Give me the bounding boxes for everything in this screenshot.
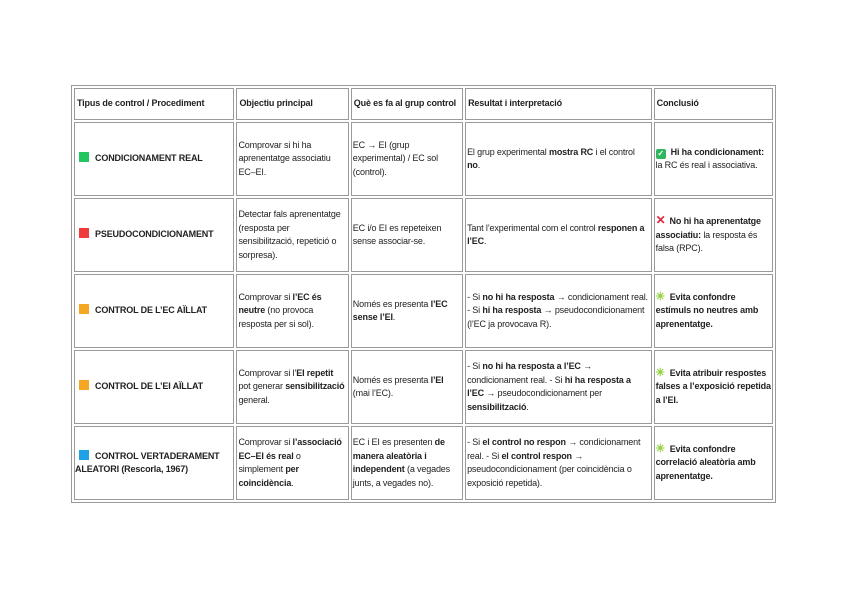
objective-cell xyxy=(236,274,348,348)
procedure-cell xyxy=(74,274,234,348)
cell-text: → pseudocondicionament (per coincidència o exposició repetida). xyxy=(467,450,632,488)
cell-text: - Si xyxy=(467,291,483,302)
cell-text: CONDICIONAMENT REAL xyxy=(95,153,203,164)
procedure-cell xyxy=(74,350,234,424)
cross-icon: ✕ xyxy=(655,213,666,228)
cell-text: - Si xyxy=(467,437,483,447)
sparkle-icon: ✳ xyxy=(655,366,665,379)
procedure-cell xyxy=(74,198,234,272)
cell-text: Detectar fals aprenentatge (resposta per sensibilització, repetició o sorpresa). xyxy=(238,209,341,260)
cell-text: Tant l’experimental com el control xyxy=(467,222,598,233)
blue-square-icon xyxy=(79,450,89,460)
header-control-group: Què es fa al grup control xyxy=(351,88,463,120)
cell-text: (no provoca resposta per si sol). xyxy=(238,305,314,329)
result-cell xyxy=(465,198,652,272)
conclusion-cell xyxy=(654,198,773,272)
cell-text: Hi ha condicionament: xyxy=(670,146,764,157)
table-row xyxy=(74,122,773,196)
result-cell xyxy=(465,426,652,500)
cell-text: hi ha resposta xyxy=(482,305,542,316)
cell-text: No hi ha aprenentatge associatiu: xyxy=(655,216,761,240)
table-row xyxy=(74,198,773,272)
cell-text: Comprovar si xyxy=(238,291,293,302)
cell-text: l’EC sense l’EI xyxy=(352,298,448,322)
control-group-cell xyxy=(351,426,463,500)
cell-text: . xyxy=(291,477,294,488)
conclusion-cell xyxy=(654,122,773,196)
header-conclusion: Conclusió xyxy=(654,88,773,120)
objective-cell xyxy=(236,426,348,500)
procedure-cell xyxy=(74,426,234,500)
conclusion-cell xyxy=(654,426,773,500)
conclusion-cell xyxy=(654,350,773,424)
cell-text: Comprovar si xyxy=(238,437,293,447)
cell-text: EC i EI es presenten xyxy=(352,437,435,447)
cell-text: → condicionament real. - Si xyxy=(467,437,641,461)
cell-text: . xyxy=(483,236,487,246)
cell-text: responen a l’EC xyxy=(467,222,645,246)
orange-square-icon xyxy=(79,380,89,390)
objective-cell xyxy=(236,122,348,196)
procedure-cell xyxy=(74,122,234,196)
control-group-cell xyxy=(351,198,463,272)
sparkle-icon: ✳ xyxy=(655,290,665,303)
cell-text: no hi ha resposta xyxy=(482,291,555,302)
header-procedure-type: Tipus de control / Procediment xyxy=(74,88,234,120)
cell-text: el control no respon xyxy=(482,437,566,447)
result-cell xyxy=(465,274,652,348)
cell-text: CONTROL DE L’EC AÏLLAT xyxy=(95,305,208,316)
control-group-cell xyxy=(351,350,463,424)
cell-text: Evita atribuir respostes falses a l’exposició repetida a l’EI. xyxy=(655,367,771,405)
cell-text: per coincidència xyxy=(238,464,299,488)
control-group-cell xyxy=(351,122,463,196)
cell-text: sensibilització xyxy=(467,401,527,412)
result-cell xyxy=(465,122,652,196)
cell-text: hi ha resposta a l’EC xyxy=(467,374,631,398)
header-main-objective: Objectiu principal xyxy=(236,88,348,120)
header-result-interpretation: Resultat i interpretació xyxy=(465,88,652,120)
cell-text: (mai l’EC). xyxy=(352,388,394,398)
cell-text: Només es presenta xyxy=(352,374,431,385)
check-icon: ✓ xyxy=(657,148,664,158)
cell-text: - Si xyxy=(467,361,483,371)
cell-text: Comprovar si hi ha aprenentatge associatiu EC–EI. xyxy=(238,139,331,177)
table-header-row xyxy=(74,88,773,120)
cell-text: no hi ha resposta a l’EC xyxy=(482,361,581,371)
table-row xyxy=(74,426,773,500)
cell-text: sensibilització xyxy=(285,381,345,392)
orange-square-icon xyxy=(79,304,89,314)
cell-text: la resposta és falsa (RPC). xyxy=(655,229,758,254)
cell-text: no xyxy=(467,160,478,170)
cell-text: (a vegades junts, a vegades no). xyxy=(352,464,451,488)
cell-text: Evita confondre correlació aleatòria amb aprenentatge. xyxy=(655,443,756,481)
cell-text: PSEUDOCONDICIONAMENT xyxy=(95,229,214,240)
red-square-icon xyxy=(79,228,89,238)
conclusion-cell xyxy=(654,274,773,348)
control-group-cell xyxy=(351,274,463,348)
cell-text: l’EC és neutre xyxy=(238,291,322,316)
cell-text: EC → EI (grup experimental) / EC sol (control). xyxy=(352,139,438,177)
cell-text: El grup experimental xyxy=(467,146,549,157)
cell-text: Evita confondre estímuls no neutres amb aprenentatge. xyxy=(655,291,759,329)
table-body xyxy=(74,122,773,500)
cell-text: → condicionament real. - Si xyxy=(467,291,648,316)
cell-text: l’EI xyxy=(430,374,444,385)
cell-text: → condicionament real. - Si xyxy=(467,361,592,385)
result-cell xyxy=(465,350,652,424)
cell-text: EC i/o EI es repeteixen sense associar-se. xyxy=(352,222,442,246)
objective-cell xyxy=(236,350,348,424)
cell-text: Només es presenta xyxy=(352,298,431,309)
control-procedures-table xyxy=(71,85,776,503)
cell-text: i el control xyxy=(593,146,635,157)
cell-text: CONTROL DE L’EI AÏLLAT xyxy=(95,381,204,392)
cell-text: (Rescorla, 1967) xyxy=(118,464,188,474)
cell-text: l’associació EC–EI és real xyxy=(238,437,342,461)
cell-text: mostra RC xyxy=(548,146,594,157)
cell-text: el control respon xyxy=(501,450,572,461)
objective-cell xyxy=(236,198,348,272)
cell-text: o simplement xyxy=(238,450,301,474)
cell-text: → pseudocondicionament per xyxy=(483,388,603,398)
cell-text: . xyxy=(477,160,481,170)
cell-text: . xyxy=(392,312,396,322)
cell-text: general. xyxy=(238,394,270,405)
cell-text: → pseudocondicionament (l’EC ja provocava R). xyxy=(467,305,645,329)
sparkle-icon: ✳ xyxy=(655,442,665,455)
cell-text: EI repetit xyxy=(296,367,334,378)
cell-text: . xyxy=(526,401,529,412)
table-row xyxy=(74,350,773,424)
green-square-icon xyxy=(79,152,89,162)
cell-text: CONTROL VERTADERAMENT ALEATORI xyxy=(75,450,220,474)
cell-text: pot generar xyxy=(238,381,286,392)
cell-text: de manera aleatòria i independent xyxy=(352,437,445,474)
cell-text: Comprovar si l’ xyxy=(238,367,297,378)
cell-text: la RC és real i associativa. xyxy=(655,160,758,170)
table-row xyxy=(74,274,773,348)
